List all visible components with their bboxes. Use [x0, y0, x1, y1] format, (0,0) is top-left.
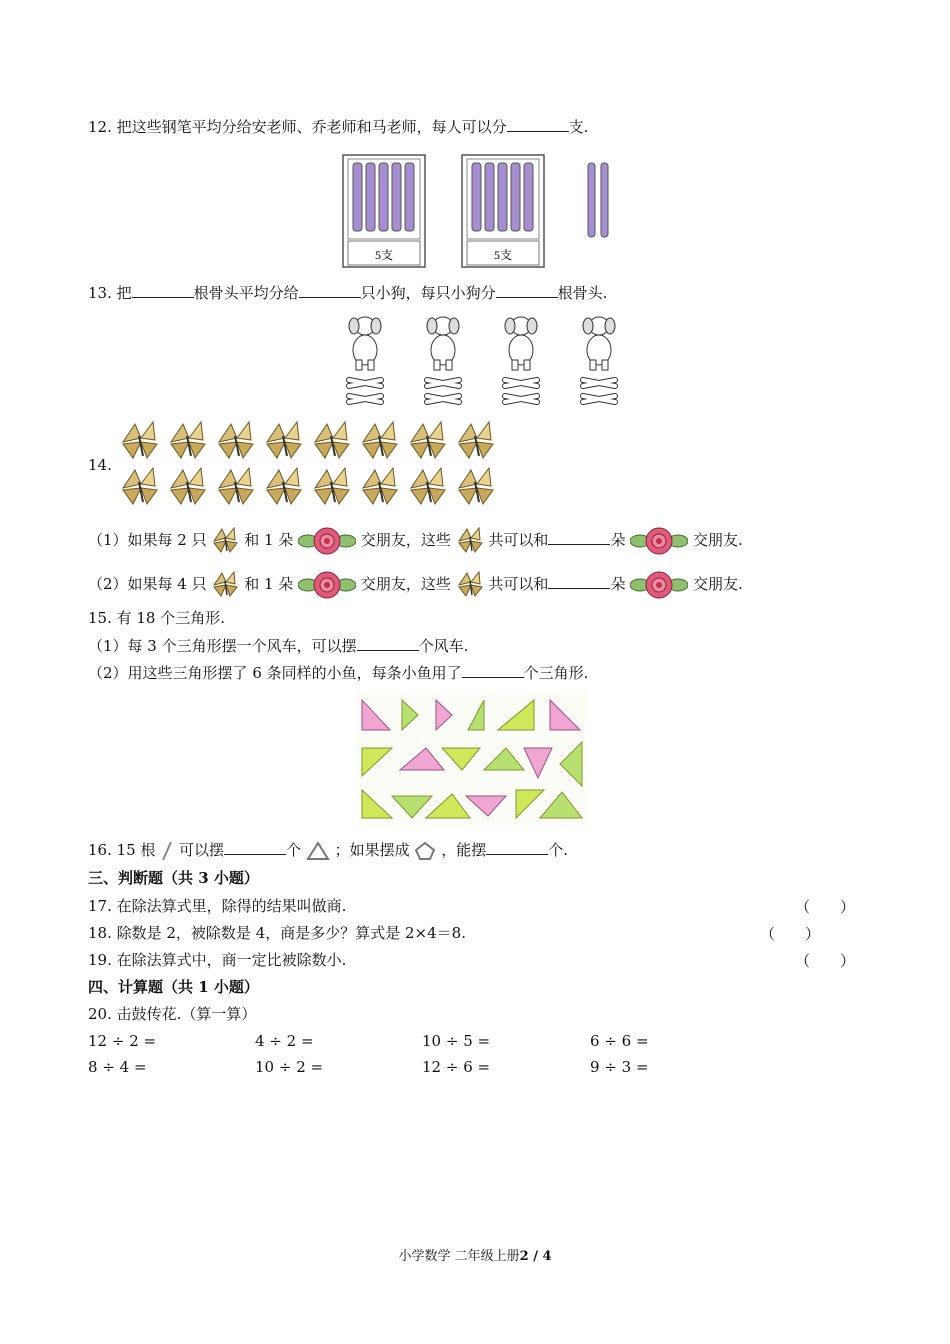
q14-1-text-d: 共可以和 [488, 531, 549, 549]
q19-text: 19. 在除法算式中，商一定比被除数小. [88, 951, 347, 969]
q18-answer-paren[interactable]: （ ） [760, 925, 821, 943]
q15-part2 [88, 663, 588, 683]
box2-label: 5支 [493, 248, 513, 262]
q18-text: 18. 除数是 2，被除数是 4，商是多少？算式是 2×4＝8. [88, 924, 466, 942]
section-4-heading: 四、计算题（共 1 小题） [88, 978, 259, 996]
q14-1-blank[interactable] [548, 530, 610, 545]
dogs-and-bones-illustration [335, 312, 625, 410]
q12-line [88, 117, 588, 137]
calc-item[interactable]: 12 ÷ 6 = [422, 1058, 491, 1076]
pen-box-1 [343, 155, 425, 267]
q13-line [88, 283, 607, 303]
q16-text-d: ；如果摆成 [334, 841, 410, 859]
q13-text-4: 根骨头. [557, 284, 608, 302]
pens-figure [340, 153, 622, 271]
butterfly-icon [211, 527, 239, 555]
q14-1-text-f: 交朋友. [693, 531, 743, 549]
q16-line [88, 840, 568, 862]
flower-icon [298, 527, 356, 555]
q13-text-2: 根骨头平均分给 [193, 284, 299, 302]
q14-2-text-d: 共可以和 [488, 575, 549, 593]
dog-with-bones [349, 317, 381, 402]
pen-box-2 [462, 155, 544, 267]
page-footer [0, 1245, 950, 1264]
q15-2-text-b: 个三角形. [523, 664, 589, 682]
q15-1-text-b: 个风车. [418, 637, 469, 655]
q14-2-text-a: （2）如果每 4 只 [88, 575, 207, 593]
q12-answer-blank[interactable] [507, 117, 569, 132]
q15-part1 [88, 636, 468, 656]
q15-2-text-a: （2）用这些三角形摆了 6 条同样的小鱼，每条小鱼用了 [88, 664, 462, 682]
pentagon-icon [414, 841, 436, 861]
q17-text: 17. 在除法算式里，除得的结果叫做商. [88, 897, 347, 915]
q14-1-text-e: 朵 [610, 531, 626, 549]
q14-1-text-b: 和 1 朵 [244, 531, 294, 549]
q15-1-blank[interactable] [357, 636, 419, 651]
butterflies-figure [115, 418, 500, 510]
q12-text-b: 支. [568, 118, 589, 136]
q13-blank-3[interactable] [496, 283, 558, 298]
q14-sub2 [88, 571, 743, 599]
butterflies-illustration [115, 418, 500, 510]
triangles-figure [356, 690, 588, 826]
section-3-heading: 三、判断题（共 3 小题） [88, 869, 259, 887]
q13-blank-1[interactable] [132, 283, 194, 298]
flower-icon [630, 571, 688, 599]
q12-text-a: 12. 把这些钢笔平均分给安老师、乔老师和马老师，每人可以分 [88, 118, 507, 136]
page-number: 2 / 4 [519, 1249, 552, 1264]
q16-text-c: 个 [286, 841, 302, 859]
q14-2-text-f: 交朋友. [693, 575, 743, 593]
q16-text-e: ，能摆 [441, 841, 487, 859]
q14-2-blank[interactable] [548, 574, 610, 589]
q13-text-3: 只小狗，每只小狗分 [360, 284, 496, 302]
dogs-figure [335, 312, 625, 410]
loose-pens [588, 163, 608, 237]
q20-title: 20. 击鼓传花.（算一算） [88, 1005, 257, 1023]
q17-answer-paren[interactable]: （ ） [795, 898, 856, 916]
calc-item[interactable]: 8 ÷ 4 = [88, 1058, 147, 1076]
q16-blank-1[interactable] [224, 840, 286, 855]
calc-item[interactable]: 12 ÷ 2 = [88, 1032, 157, 1050]
q14-2-text-c: 交朋友，这些 [360, 575, 451, 593]
q16-blank-2[interactable] [486, 840, 548, 855]
q14-2-text-e: 朵 [610, 575, 626, 593]
q15-2-blank[interactable] [462, 663, 524, 678]
flower-icon [298, 571, 356, 599]
calc-item[interactable]: 10 ÷ 2 = [255, 1058, 324, 1076]
calc-item[interactable]: 4 ÷ 2 = [255, 1032, 314, 1050]
butterfly-icon [456, 527, 484, 555]
q13-text-1: 13. 把 [88, 284, 132, 302]
triangle-icon [306, 841, 330, 861]
q16-text-a: 16. 15 根 [88, 841, 156, 859]
q14-2-text-b: 和 1 朵 [244, 575, 294, 593]
q15-title: 15. 有 18 个三角形. [88, 609, 226, 627]
q14-sub1 [88, 527, 743, 555]
q16-text-b: 可以摆 [179, 841, 225, 859]
footer-text: 小学数学 二年级上册 [398, 1249, 520, 1264]
q15-1-text-a: （1）每 3 个三角形摆一个风车，可以摆 [88, 637, 357, 655]
butterfly-row-1 [123, 422, 493, 458]
q19-answer-paren[interactable]: （ ） [795, 952, 856, 970]
q14-1-text-a: （1）如果每 2 只 [88, 531, 207, 549]
butterfly-icon [456, 571, 484, 599]
butterfly-row-2 [123, 468, 493, 504]
butterfly-icon [211, 571, 239, 599]
box1-label: 5支 [374, 248, 394, 262]
q14-number: 14. [88, 456, 112, 474]
calc-item[interactable]: 6 ÷ 6 = [590, 1032, 649, 1050]
calc-item[interactable]: 9 ÷ 3 = [590, 1058, 649, 1076]
pens-illustration [340, 153, 622, 271]
q14-1-text-c: 交朋友，这些 [360, 531, 451, 549]
calc-item[interactable]: 10 ÷ 5 = [422, 1032, 491, 1050]
flower-icon [630, 527, 688, 555]
stick-icon [160, 840, 174, 862]
q16-text-f: 个. [548, 841, 569, 859]
triangles-illustration [356, 690, 588, 826]
q13-blank-2[interactable] [299, 283, 361, 298]
